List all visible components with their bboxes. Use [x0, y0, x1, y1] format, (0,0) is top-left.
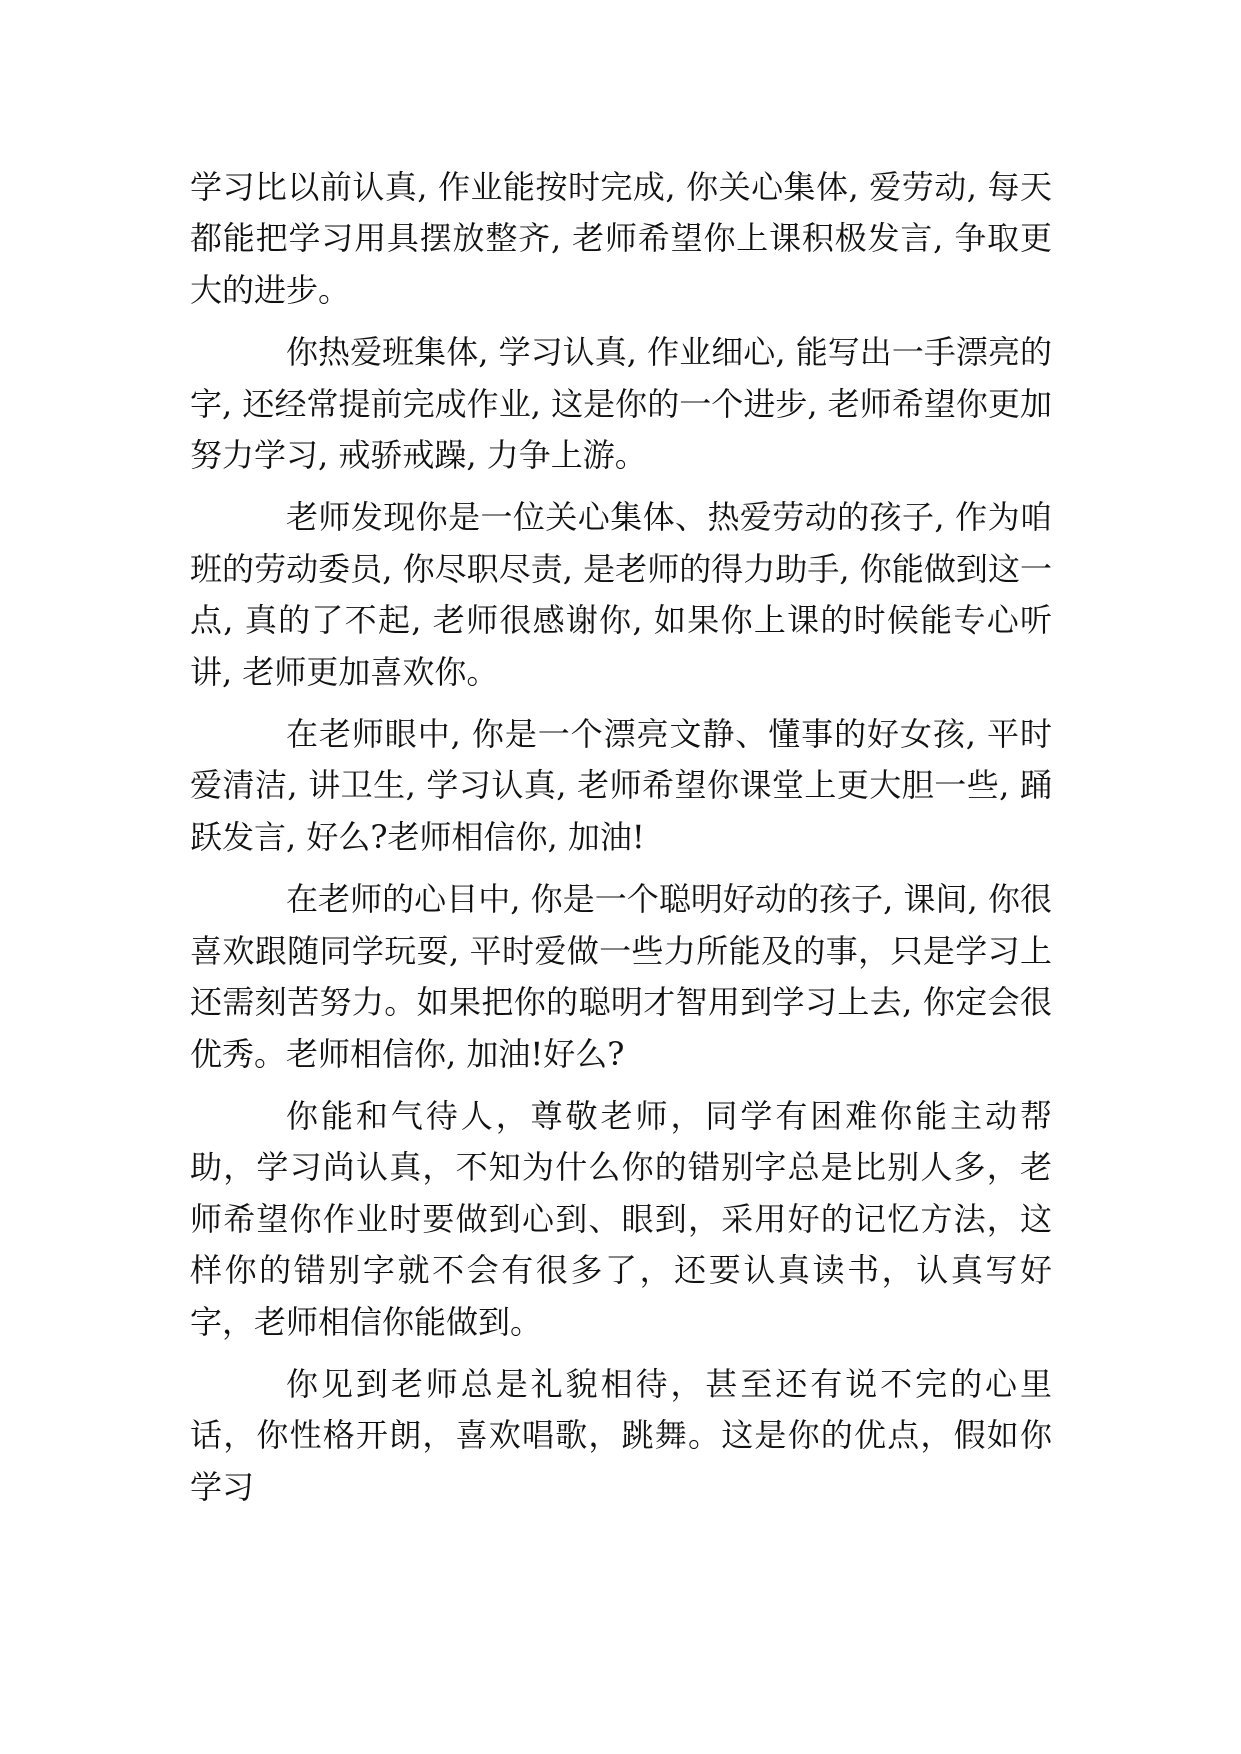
paragraph-2: 你热爱班集体, 学习认真, 作业细心, 能写出一手漂亮的字, 还经常提前完成作业, 这是你的一个进步, 老师希望你更加努力学习, 戒骄戒躁, 力争上游。: [190, 333, 1052, 475]
paragraph-1: 学习比以前认真, 作业能按时完成, 你关心集体, 爱劳动, 每天都能把学习用具摆放整齐, 老师希望你上课积极发言, 争取更大的进步。: [190, 168, 1052, 309]
paragraph-4: 在老师眼中, 你是一个漂亮文静、懂事的好女孩, 平时爱清洁, 讲卫生, 学习认真, 老师希望你课堂上更大胆一些, 踊跃发言, 好么?老师相信你, 加油!: [190, 715, 1052, 856]
paragraph-6: 你能和气待人，尊敬老师，同学有困难你能主动帮助，学习尚认真，不知为什么你的错别字总是比别人多，老师希望你作业时要做到心到、眼到，采用好的记忆方法，这样你的错别字就不会有很多了，还要认真读书，认真写好字，老师相信你能做到。: [190, 1096, 1052, 1341]
paragraph-3: 老师发现你是一位关心集体、热爱劳动的孩子, 作为咱班的劳动委员, 你尽职尽责, 是老师的得力助手, 你能做到这一点, 真的了不起, 老师很感谢你, 如果你上课的时候能专心听讲, 老师更加喜欢你。: [190, 498, 1052, 691]
document-body: [190, 162, 1052, 1524]
paragraph-7: 你见到老师总是礼貌相待，甚至还有说不完的心里话，你性格开朗，喜欢唱歌，跳舞。这是你的优点，假如你学习: [190, 1364, 1052, 1506]
paragraph-5: 在老师的心目中, 你是一个聪明好动的孩子, 课间, 你很喜欢跟随同学玩耍, 平时爱做一些力所能及的事，只是学习上还需刻苦努力。如果把你的聪明才智用到学习上去, 你定会很优秀。老师相信你, 加油!好么?: [190, 880, 1052, 1073]
